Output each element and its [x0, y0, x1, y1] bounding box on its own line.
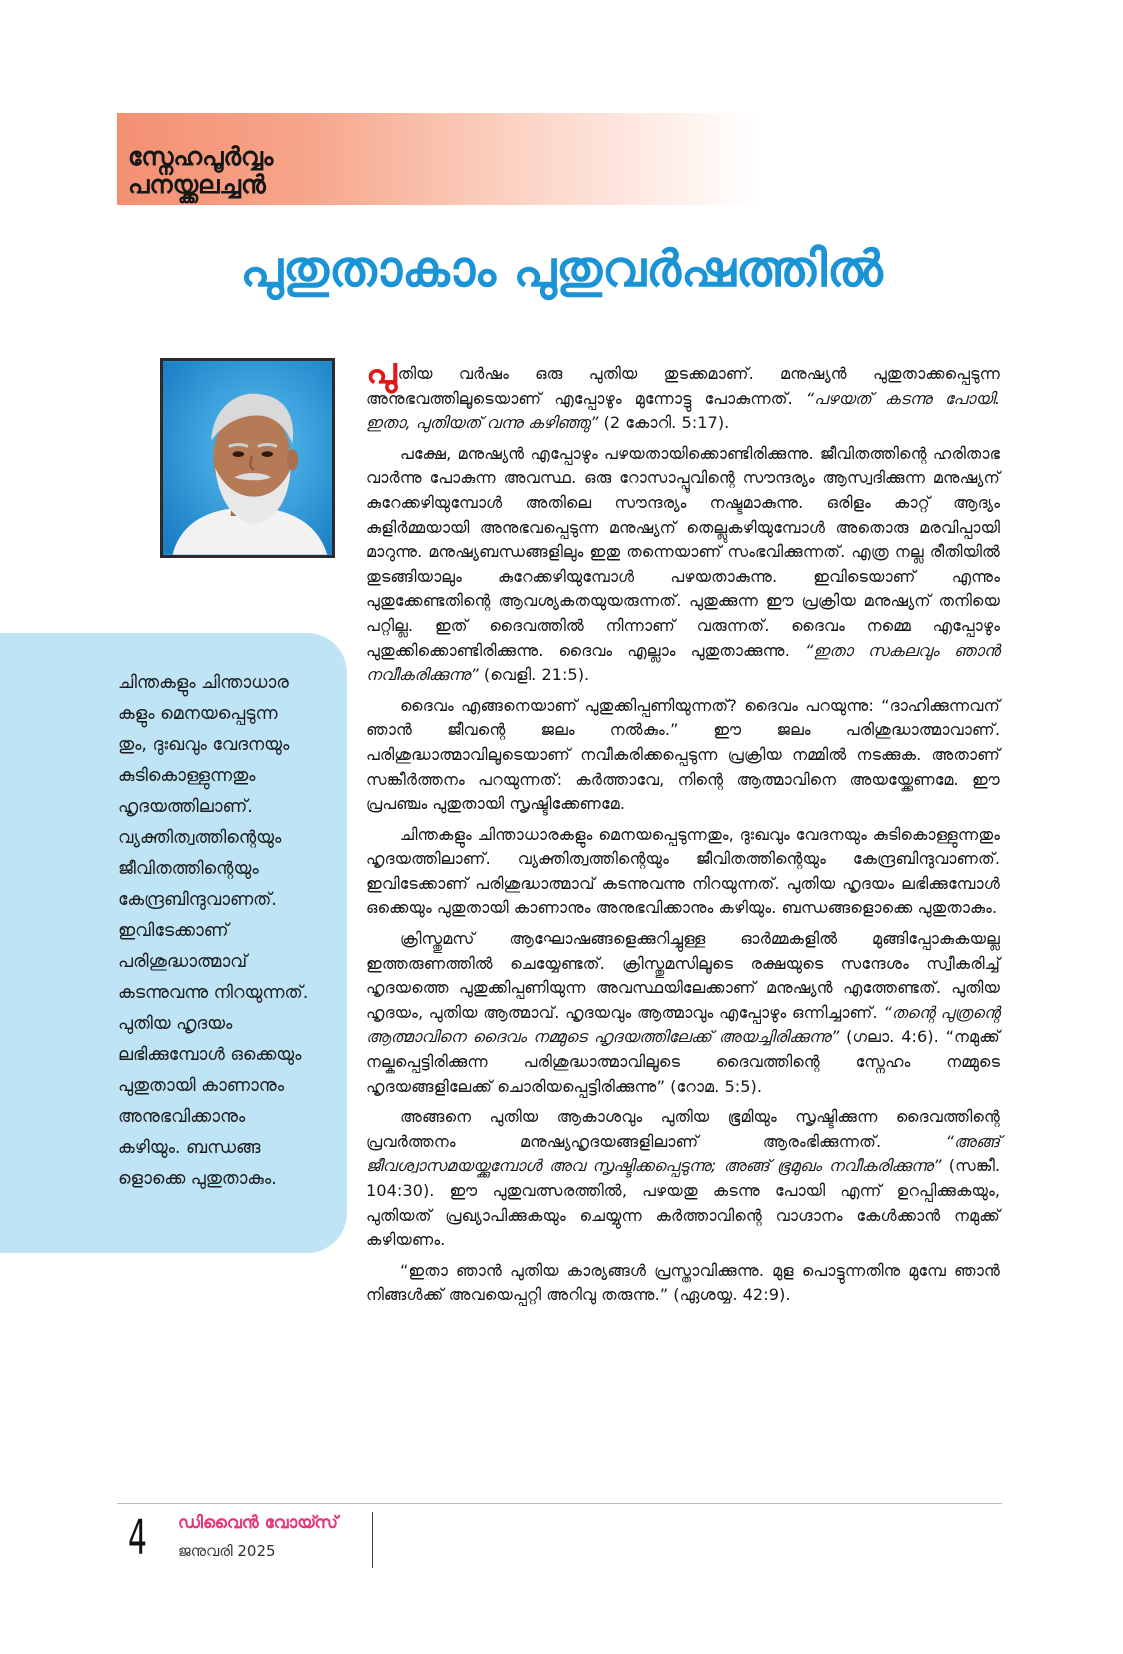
issue-date: ജനുവരി 2025 [178, 1542, 276, 1560]
pullquote-line: ചിന്തകളും ചിന്താധാര [118, 673, 289, 693]
scripture-reference: (വെളി. 21:5). [478, 665, 590, 685]
page-title: പുതുതാകാം പുതുവർഷത്തിൽ [240, 240, 883, 298]
paragraph [366, 442, 1000, 688]
pullquote-line: ഇവിടേക്കാണ് [118, 921, 229, 941]
pullquote-line: കഴിയും. ബന്ധങ്ങ [118, 1138, 261, 1158]
pullquote-line: പരിശുദ്ധാത്മാവ് [118, 952, 248, 972]
paragraph-text: (ഗലാ. 4:6). “നമുക്ക് നല്കപ്പെട്ടിരിക്കുന്ന പരിശുദ്ധാത്മാവിലൂടെ ദൈവത്തിന്റെ സ്നേഹം നമ്മുടെ ഹൃദയങ്ങളിലേക്ക് ചൊരിയപ്പെട്ടിരിക്കുന്നു” (റോമ. 5:5). [366, 1027, 1000, 1096]
scripture-quote: “പഴയത് കടന്നു പോയി. ഇതാ, പുതിയത് വന്നു കഴിഞ്ഞു” [366, 388, 1001, 433]
paragraph-text: അങ്ങനെ പുതിയ ആകാശവും പുതിയ ഭൂമിയും സൃഷ്ടിക്കുന്ന ദൈവത്തിന്റെ പ്രവർത്തനം മനുഷ്യഹൃദയങ്ങളിലാണ് ആരംഭിക്കുന്നത്. [366, 1107, 1000, 1151]
author-name: പനയ്ക്കലച്ചൻ [128, 170, 266, 199]
pullquote-line: തും, ദുഃഖവും വേദനയും [118, 735, 290, 755]
pullquote [118, 668, 346, 1195]
paragraph: ചിന്തകളും ചിന്താധാരകളും മെനയപ്പെടുന്നതും, ദുഃഖവും വേദനയും കുടികൊള്ളുന്നതും ഹൃദയത്തിലാണ്. വ്യക്തിത്വത്തിന്റെയും ജീവിതത്തിന്റെയും കേന്ദ്രബിന്ദുവാണത്. ഇവിടേക്കാണ് പരിശുദ്ധാത്മാവ് കടന്നുവന്നു നിറയുന്നത്. പുതിയ ഹൃദയം ലഭിക്കുമ്പോൾ ഒക്കെയും പുതുതായി കാണാനും അനുഭവിക്കാനും കഴിയും. ബന്ധങ്ങളൊക്കെ പുതുതാകും. [366, 824, 1000, 918]
author-portrait-image [163, 361, 332, 555]
footer-divider [372, 1512, 373, 1568]
scripture-reference: (2 കോറി. 5:17). [598, 413, 730, 433]
scripture-quote: “തന്റെ പുത്രന്റെ ആത്മാവിനെ ദൈവം നമ്മുടെ ഹൃദയത്തിലേക്ക് അയച്ചിരിക്കുന്നു” [366, 1002, 1000, 1047]
paragraph-text: (സങ്കീ. 104:30). ഈ പുതുവത്സരത്തിൽ, പഴയതു കടന്നു പോയി എന്ന് ഉറപ്പിക്കുകയും, പുതിയത് പ്രഖ്യാപിക്കുകയും ചെയ്യുന്ന കർത്താവിന്റെ വാഗ്ദാനം കേൾക്കാൻ നമുക്ക് കഴിയണം. [366, 1156, 1000, 1250]
paragraph [366, 927, 1000, 1099]
drop-cap: പു [366, 351, 397, 392]
pullquote-line: ളൊക്കെ പുതുതാകും. [118, 1169, 277, 1189]
magazine-name: ഡിവൈൻ വോയ്സ് [178, 1513, 338, 1533]
pullquote-line: കടന്നുവന്നു നിറയുന്നത്. [118, 983, 309, 1003]
pullquote-line: ലഭിക്കുമ്പോൾ ഒക്കെയും [118, 1045, 302, 1065]
scripture-quote: “അങ്ങ് ജീവശ്വാസമയയ്ക്കുമ്പോൾ അവ സൃഷ്ടിക്കപ്പെടുന്നു; അങ്ങ് ഭൂമുഖം നവീകരിക്കുന്നു” [366, 1131, 1000, 1176]
paragraph [366, 351, 1001, 436]
pullquote-line: ഹൃദയത്തിലാണ്. [118, 797, 253, 817]
pullquote-line: കുടികൊള്ളുന്നതും [118, 766, 256, 786]
paragraph-text: പക്ഷേ, മനുഷ്യൻ എപ്പോഴും പഴയതായിക്കൊണ്ടിരിക്കുന്നു. ജീവിതത്തിന്റെ ഹരിതാഭ വാർന്നു പോകുന്ന അവസ്ഥ. ഒരു റോസാപ്പൂവിന്റെ സൗന്ദര്യം ആസ്വദിക്കുന്ന മനുഷ്യന് കുറേക്കഴിയുമ്പോൾ അതിലെ സൗന്ദര്യം നഷ്ടമാകുന്നു. ഒരിളം കാറ്റ് ആദ്യം കുളിർമ്മയായി അനുഭവപ്പെടുന്ന മനുഷ്യന് തെല്ലുകഴിയുമ്പോൾ അതൊരു മരവിപ്പായി മാറുന്നു. മനുഷ്യബന്ധങ്ങളിലും ഇതു തന്നെയാണ് സംഭവിക്കുന്നത്. എത്ര നല്ല രീതിയിൽ തുടങ്ങിയാലും കുറേക്കഴിയുമ്പോൾ പഴയതാകുന്നു. ഇവിടെയാണ് എന്നും പുതുക്കേണ്ടതിന്റെ ആവശ്യകതയുയരുന്നത്. പുതുക്കുന്ന ഈ പ്രക്രിയ മനുഷ്യന് തനിയെ പറ്റില്ല. ഇത് ദൈവത്തിൽ നിന്നാണ് വരുന്നത്. ദൈവം നമ്മെ എപ്പോഴും പുതുക്കിക്കൊണ്ടിരിക്കുന്നു. ദൈവം എല്ലാം പുതുതാക്കുന്നു. [366, 443, 1000, 660]
paragraph: “ഇതാ ഞാൻ പുതിയ കാര്യങ്ങൾ പ്രസ്താവിക്കുന്നു. മുള പൊട്ടുന്നതിനു മുമ്പേ ഞാൻ നിങ്ങൾക്ക് അവയെപ്പറ്റി അറിവു തരുന്നു.” (ഏശയ്യ. 42:9). [366, 1260, 1000, 1305]
pullquote-line: വ്യക്തിത്വത്തിന്റെയും [118, 828, 282, 848]
pullquote-line: ജീവിതത്തിന്റെയും [118, 859, 259, 879]
article-body [366, 351, 1001, 1314]
paragraph-text: ക്രിസ്തുമസ് ആഘോഷങ്ങളെക്കുറിച്ചുള്ള ഓർമ്മകളിൽ മുങ്ങിപ്പോകുകയല്ല ഇത്തരുണത്തിൽ ചെയ്യേണ്ടത്. ക്രിസ്തുമസിലൂടെ രക്ഷയുടെ സന്ദേശം സ്വീകരിച്ച് ഹൃദയത്തെ പുതുക്കിപ്പണിയുന്ന അവസ്ഥയിലേക്കാണ് മനുഷ്യൻ എത്തേണ്ടത്. പുതിയ ഹൃദയം, പുതിയ ആത്മാവ്. ഹൃദയവും ആത്മാവും എപ്പോഴും ഒന്നിച്ചാണ്. [366, 929, 1000, 1022]
pullquote-line: പുതുതായി കാണാനും [118, 1076, 285, 1096]
author-photo [160, 358, 335, 558]
column-name: സ്നേഹപൂർവ്വം [128, 142, 274, 171]
pullquote-line: അനുഭവിക്കാനും [118, 1107, 246, 1127]
paragraph [366, 1105, 1000, 1253]
scripture-quote: “ഇതാ സകലവും ഞാൻ നവീകരിക്കുന്നു” [366, 640, 1000, 685]
paragraph-text: തിയ വർഷം ഒരു പുതിയ തുടക്കമാണ്. മനുഷ്യൻ പുതുതാക്കപ്പെടുന്ന അനുഭവത്തിലൂടെയാണ് എപ്പോഴും മുന്നോട്ടു പോകുന്നത്. [366, 364, 1000, 408]
page-number: 4 [128, 1510, 147, 1566]
pullquote-line: കളും മെനയപ്പെടുന്ന [118, 704, 278, 724]
pullquote-line: കേന്ദ്രബിന്ദുവാണത്. [118, 890, 277, 910]
paragraph: ദൈവം എങ്ങനെയാണ് പുതുക്കിപ്പണിയുന്നത്? ദൈവം പറയുന്നു: “ദാഹിക്കുന്നവന് ഞാൻ ജീവന്റെ ജലം നൽകും.” ഈ ജലം പരിശുദ്ധാത്മാവാണ്. പരിശുദ്ധാത്മാവിലൂടെയാണ് നവീകരിക്കപ്പെടുന്ന പ്രക്രിയ നമ്മിൽ നടക്കുക. അതാണ് സങ്കീർത്തനം പറയുന്നത്: കർത്താവേ, നിന്റെ ആത്മാവിനെ അയയ്ക്കേണമേ. ഈ പ്രപഞ്ചം പുതുതായി സൃഷ്ടിക്കേണമേ. [366, 695, 1000, 814]
footer-rule [117, 1503, 1002, 1504]
pullquote-line: പുതിയ ഹൃദയം [118, 1014, 233, 1034]
